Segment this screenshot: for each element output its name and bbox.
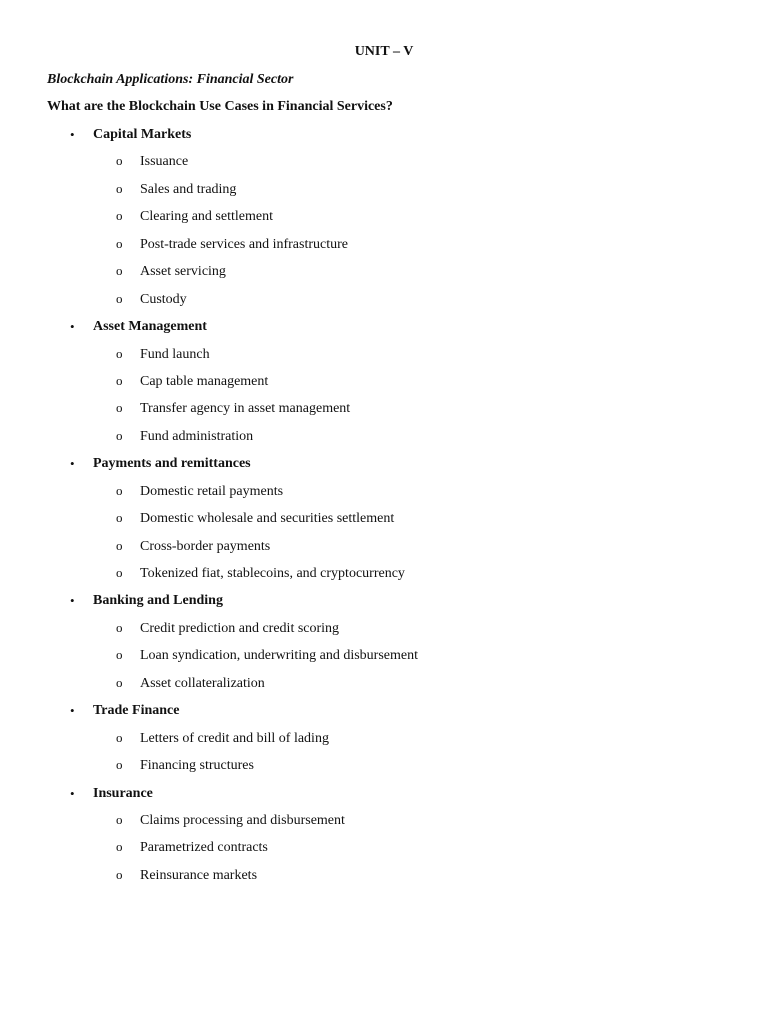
bullet-dot-icon: •	[70, 785, 75, 801]
section-heading: Banking and Lending	[93, 593, 223, 609]
section-heading-row	[0, 592, 768, 619]
list-item	[0, 620, 768, 647]
circle-bullet-icon: o	[116, 839, 123, 855]
list-item	[0, 675, 768, 702]
circle-bullet-icon: o	[116, 811, 123, 827]
bullet-dot-icon: •	[70, 319, 75, 335]
circle-bullet-icon: o	[116, 674, 123, 690]
list-item-label: Domestic wholesale and securities settlement	[140, 511, 395, 527]
circle-bullet-icon: o	[116, 757, 123, 773]
list-item-label: Reinsurance markets	[140, 867, 258, 883]
list-item-label: Parametrized contracts	[140, 840, 268, 856]
circle-bullet-icon: o	[116, 510, 123, 526]
list-item-label: Claims processing and disbursement	[140, 812, 345, 828]
circle-bullet-icon: o	[116, 208, 123, 224]
circle-bullet-icon: o	[116, 180, 123, 196]
list-item	[0, 565, 768, 592]
list-item	[0, 647, 768, 674]
section-heading-row	[0, 126, 768, 153]
circle-bullet-icon: o	[116, 400, 123, 416]
section-heading: Asset Management	[93, 319, 207, 335]
list-item	[0, 346, 768, 373]
list-item	[0, 839, 768, 866]
section-heading-row	[0, 702, 768, 729]
list-item-label: Custody	[140, 291, 187, 307]
circle-bullet-icon: o	[116, 290, 123, 306]
circle-bullet-icon: o	[116, 345, 123, 361]
section-question: What are the Blockchain Use Cases in Financial Services?	[47, 99, 393, 114]
list-item	[0, 181, 768, 208]
use-case-list	[0, 126, 768, 894]
list-item	[0, 373, 768, 400]
list-item	[0, 236, 768, 263]
unit-title: UNIT – V	[354, 44, 414, 59]
section-heading: Insurance	[93, 785, 153, 801]
list-item-label: Clearing and settlement	[140, 209, 273, 225]
circle-bullet-icon: o	[116, 866, 123, 882]
list-item-label: Cap table management	[140, 373, 269, 389]
list-item-label: Sales and trading	[140, 181, 237, 197]
list-item	[0, 867, 768, 894]
circle-bullet-icon: o	[116, 263, 123, 279]
bullet-dot-icon: •	[70, 127, 75, 142]
list-item-label: Financing structures	[140, 758, 254, 774]
list-item-label: Domestic retail payments	[140, 483, 284, 499]
section-heading: Payments and remittances	[93, 456, 251, 472]
section-heading-row	[0, 455, 768, 482]
list-item	[0, 483, 768, 510]
circle-bullet-icon: o	[116, 729, 123, 745]
list-item	[0, 400, 768, 427]
list-item-label: Fund launch	[140, 346, 210, 362]
list-item-label: Asset collateralization	[140, 675, 265, 691]
list-item-label: Issuance	[140, 154, 189, 170]
list-item	[0, 153, 768, 180]
list-item	[0, 263, 768, 290]
section-heading: Trade Finance	[93, 703, 180, 719]
circle-bullet-icon: o	[116, 235, 123, 251]
list-item	[0, 538, 768, 565]
list-item-label: Loan syndication, underwriting and disbursement	[140, 648, 418, 664]
document-subtitle: Blockchain Applications: Financial Sector	[47, 72, 294, 87]
section-heading: Capital Markets	[93, 127, 192, 142]
list-item	[0, 291, 768, 318]
list-item-label: Transfer agency in asset management	[140, 401, 351, 417]
list-item-label: Tokenized fiat, stablecoins, and cryptocurrency	[140, 566, 405, 581]
circle-bullet-icon: o	[116, 427, 123, 443]
bullet-dot-icon: •	[70, 703, 75, 719]
circle-bullet-icon: o	[116, 153, 123, 169]
list-item-label: Post-trade services and infrastructure	[140, 236, 348, 252]
circle-bullet-icon: o	[116, 565, 123, 580]
list-item-label: Asset servicing	[140, 264, 226, 280]
circle-bullet-icon: o	[116, 647, 123, 663]
list-item-label: Credit prediction and credit scoring	[140, 620, 340, 636]
list-item	[0, 730, 768, 757]
section-heading-row	[0, 785, 768, 812]
list-item	[0, 208, 768, 235]
list-item	[0, 812, 768, 839]
list-item-label: Cross-border payments	[140, 538, 271, 554]
list-item-label: Letters of credit and bill of lading	[140, 730, 329, 746]
list-item	[0, 757, 768, 784]
list-item	[0, 428, 768, 455]
list-item	[0, 510, 768, 537]
list-item-label: Fund administration	[140, 428, 254, 444]
circle-bullet-icon: o	[116, 482, 123, 498]
circle-bullet-icon: o	[116, 537, 123, 553]
bullet-dot-icon: •	[70, 593, 75, 609]
circle-bullet-icon: o	[116, 619, 123, 635]
bullet-dot-icon: •	[70, 456, 75, 472]
circle-bullet-icon: o	[116, 372, 123, 388]
section-heading-row	[0, 318, 768, 345]
